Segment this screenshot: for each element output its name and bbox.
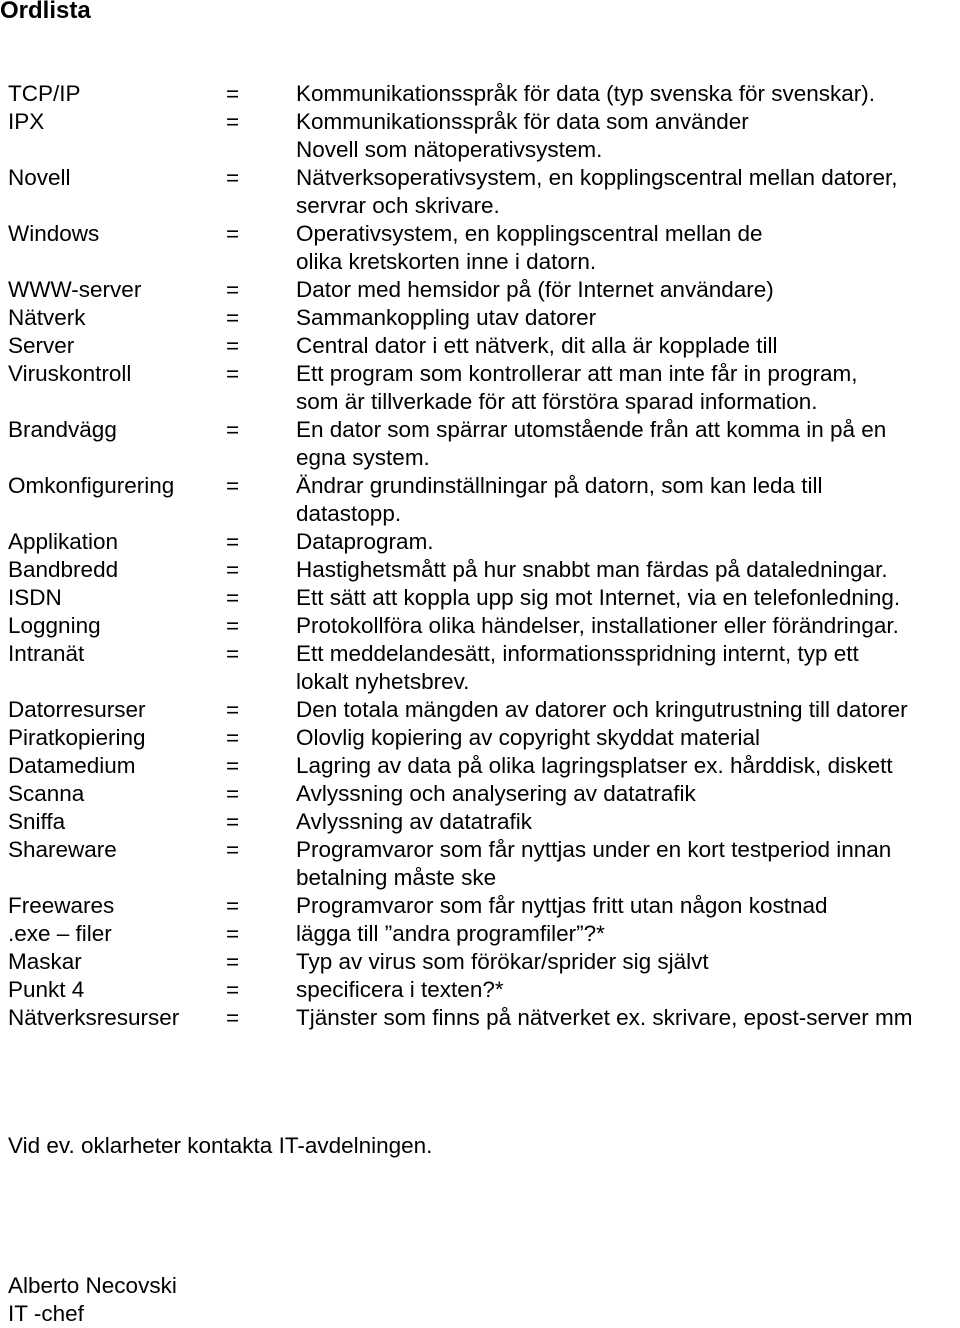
glossary-entry (8, 276, 960, 304)
glossary-definition (296, 836, 891, 892)
definition-line: lokalt nyhetsbrev. (296, 669, 470, 694)
glossary-term: Novell (8, 165, 71, 190)
glossary-term: TCP/IP (8, 81, 81, 106)
definition-line: Ett sätt att koppla upp sig mot Internet, via en telefonledning. (296, 585, 901, 610)
glossary-term: Piratkopiering (8, 725, 146, 750)
glossary-entry (8, 332, 960, 360)
glossary-definition (296, 528, 434, 556)
equals-sign: = (226, 977, 240, 1002)
definition-line: Central dator i ett nätverk, dit alla är kopplade till (296, 333, 778, 358)
glossary-entry (8, 108, 960, 164)
glossary-entry (8, 808, 960, 836)
definition-line: Kommunikationsspråk för data (typ svenska för svenskar). (296, 81, 875, 106)
equals-sign: = (226, 613, 240, 638)
glossary-definition (296, 948, 709, 976)
glossary-entry (8, 920, 960, 948)
equals-sign: = (226, 361, 240, 386)
glossary-term: Omkonfigurering (8, 473, 175, 498)
glossary-list (8, 80, 960, 1032)
glossary-entry (8, 892, 960, 920)
glossary-term: Sniffa (8, 809, 66, 834)
definition-line: Hastighetsmått på hur snabbt man färdas på dataledningar. (296, 557, 888, 582)
definition-line: Novell som nätoperativsystem. (296, 137, 603, 162)
glossary-term: Maskar (8, 949, 82, 974)
definition-line: Den totala mängden av datorer och kringutrustning till datorer (296, 697, 908, 722)
equals-sign: = (226, 221, 240, 246)
glossary-term: Punkt 4 (8, 977, 85, 1002)
equals-sign: = (226, 893, 240, 918)
glossary-definition (296, 808, 532, 836)
definition-line: Programvaror som får nyttjas fritt utan någon kostnad (296, 893, 828, 918)
definition-line: Kommunikationsspråk för data som använder (296, 109, 749, 134)
glossary-definition (296, 892, 828, 920)
definition-line: Avlyssning av datatrafik (296, 809, 532, 834)
signature-name: Alberto Necovski (8, 1273, 177, 1298)
equals-sign: = (226, 305, 240, 330)
glossary-term: Intranät (8, 641, 85, 666)
glossary-definition (296, 220, 762, 276)
glossary-term: Viruskontroll (8, 361, 132, 386)
glossary-entry (8, 556, 960, 584)
glossary-term: Nätverk (8, 305, 86, 330)
glossary-entry (8, 528, 960, 556)
glossary-definition (296, 472, 823, 528)
glossary-term: Applikation (8, 529, 119, 554)
equals-sign: = (226, 781, 240, 806)
glossary-term: Datorresurser (8, 697, 146, 722)
glossary-definition (296, 164, 898, 220)
glossary-entry (8, 304, 960, 332)
glossary-entry (8, 164, 960, 220)
glossary-definition (296, 304, 596, 332)
equals-sign: = (226, 165, 240, 190)
glossary-entry (8, 752, 960, 780)
glossary-entry (8, 1004, 960, 1032)
definition-line: servrar och skrivare. (296, 193, 500, 218)
glossary-definition (296, 1004, 912, 1032)
equals-sign: = (226, 333, 240, 358)
glossary-entry (8, 220, 960, 276)
definition-line: Operativsystem, en kopplingscentral mellan de (296, 221, 763, 246)
glossary-definition (296, 612, 899, 640)
glossary-entry (8, 80, 960, 108)
glossary-term: Nätverksresurser (8, 1005, 180, 1030)
definition-line: olika kretskorten inne i datorn. (296, 249, 597, 274)
glossary-definition (296, 416, 886, 472)
glossary-term: Scanna (8, 781, 85, 806)
glossary-term: Freewares (8, 893, 115, 918)
glossary-definition (296, 920, 605, 948)
glossary-definition (296, 752, 893, 780)
glossary-definition (296, 556, 888, 584)
definition-line: Programvaror som får nyttjas under en kort testperiod innan (296, 837, 892, 862)
glossary-definition (296, 640, 859, 696)
definition-line: Lagring av data på olika lagringsplatser ex. hårddisk, diskett (296, 753, 893, 778)
equals-sign: = (226, 557, 240, 582)
glossary-term: Server (8, 333, 75, 358)
equals-sign: = (226, 809, 240, 834)
glossary-entry (8, 780, 960, 808)
definition-line: Sammankoppling utav datorer (296, 305, 597, 330)
equals-sign: = (226, 753, 240, 778)
equals-sign: = (226, 81, 240, 106)
glossary-definition (296, 584, 900, 612)
glossary-entry (8, 640, 960, 696)
glossary-term: WWW-server (8, 277, 142, 302)
glossary-entry (8, 612, 960, 640)
definition-line: Avlyssning och analysering av datatrafik (296, 781, 696, 806)
equals-sign: = (226, 585, 240, 610)
glossary-definition (296, 276, 774, 304)
definition-line: lägga till ”andra programfiler”?* (296, 921, 605, 946)
equals-sign: = (226, 697, 240, 722)
equals-sign: = (226, 949, 240, 974)
definition-line: Dator med hemsidor på (för Internet användare) (296, 277, 774, 302)
glossary-entry (8, 472, 960, 528)
glossary-entry (8, 696, 960, 724)
glossary-entry (8, 360, 960, 416)
equals-sign: = (226, 921, 240, 946)
equals-sign: = (226, 725, 240, 750)
definition-line: Typ av virus som förökar/sprider sig självt (296, 949, 709, 974)
equals-sign: = (226, 529, 240, 554)
page-title: Ordlista (0, 0, 91, 24)
definition-line: Olovlig kopiering av copyright skyddat material (296, 725, 760, 750)
equals-sign: = (226, 641, 240, 666)
glossary-definition (296, 80, 875, 108)
definition-line: datastopp. (296, 501, 402, 526)
glossary-definition (296, 108, 749, 164)
glossary-definition (296, 360, 857, 416)
definition-line: Ett meddelandesätt, informationsspridning internt, typ ett (296, 641, 859, 666)
glossary-term: Bandbredd (8, 557, 119, 582)
definition-line: som är tillverkade för att förstöra sparad information. (296, 389, 818, 414)
glossary-entry (8, 976, 960, 1004)
glossary-term: .exe – filer (8, 921, 112, 946)
footer-note: Vid ev. oklarheter kontakta IT-avdelningen. (8, 1133, 433, 1158)
glossary-entry (8, 584, 960, 612)
equals-sign: = (226, 109, 240, 134)
definition-line: egna system. (296, 445, 430, 470)
glossary-term: ISDN (8, 585, 62, 610)
definition-line: En dator som spärrar utomstående från att komma in på en (296, 417, 887, 442)
glossary-entry (8, 948, 960, 976)
definition-line: specificera i texten?* (296, 977, 504, 1002)
definition-line: Ändrar grundinställningar på datorn, som kan leda till (296, 473, 823, 498)
glossary-definition (296, 780, 696, 808)
definition-line: betalning måste ske (296, 865, 497, 890)
signature-block (8, 1272, 177, 1328)
glossary-entry (8, 724, 960, 752)
definition-line: Nätverksoperativsystem, en kopplingscentral mellan datorer, (296, 165, 898, 190)
glossary-term: Windows (8, 221, 100, 246)
glossary-entry (8, 836, 960, 892)
glossary-term: Datamedium (8, 753, 136, 778)
glossary-definition (296, 332, 778, 360)
equals-sign: = (226, 1005, 240, 1030)
glossary-definition (296, 976, 504, 1004)
equals-sign: = (226, 837, 240, 862)
definition-line: Ett program som kontrollerar att man inte får in program, (296, 361, 858, 386)
glossary-entry (8, 416, 960, 472)
definition-line: Dataprogram. (296, 529, 434, 554)
glossary-term: IPX (8, 109, 45, 134)
glossary-term: Shareware (8, 837, 117, 862)
glossary-definition (296, 724, 760, 752)
equals-sign: = (226, 277, 240, 302)
equals-sign: = (226, 473, 240, 498)
equals-sign: = (226, 417, 240, 442)
glossary-term: Loggning (8, 613, 101, 638)
glossary-term: Brandvägg (8, 417, 117, 442)
definition-line: Protokollföra olika händelser, installationer eller förändringar. (296, 613, 899, 638)
glossary-definition (296, 696, 908, 724)
signature-role: IT -chef (8, 1301, 84, 1326)
definition-line: Tjänster som finns på nätverket ex. skrivare, epost-server mm (296, 1005, 913, 1030)
